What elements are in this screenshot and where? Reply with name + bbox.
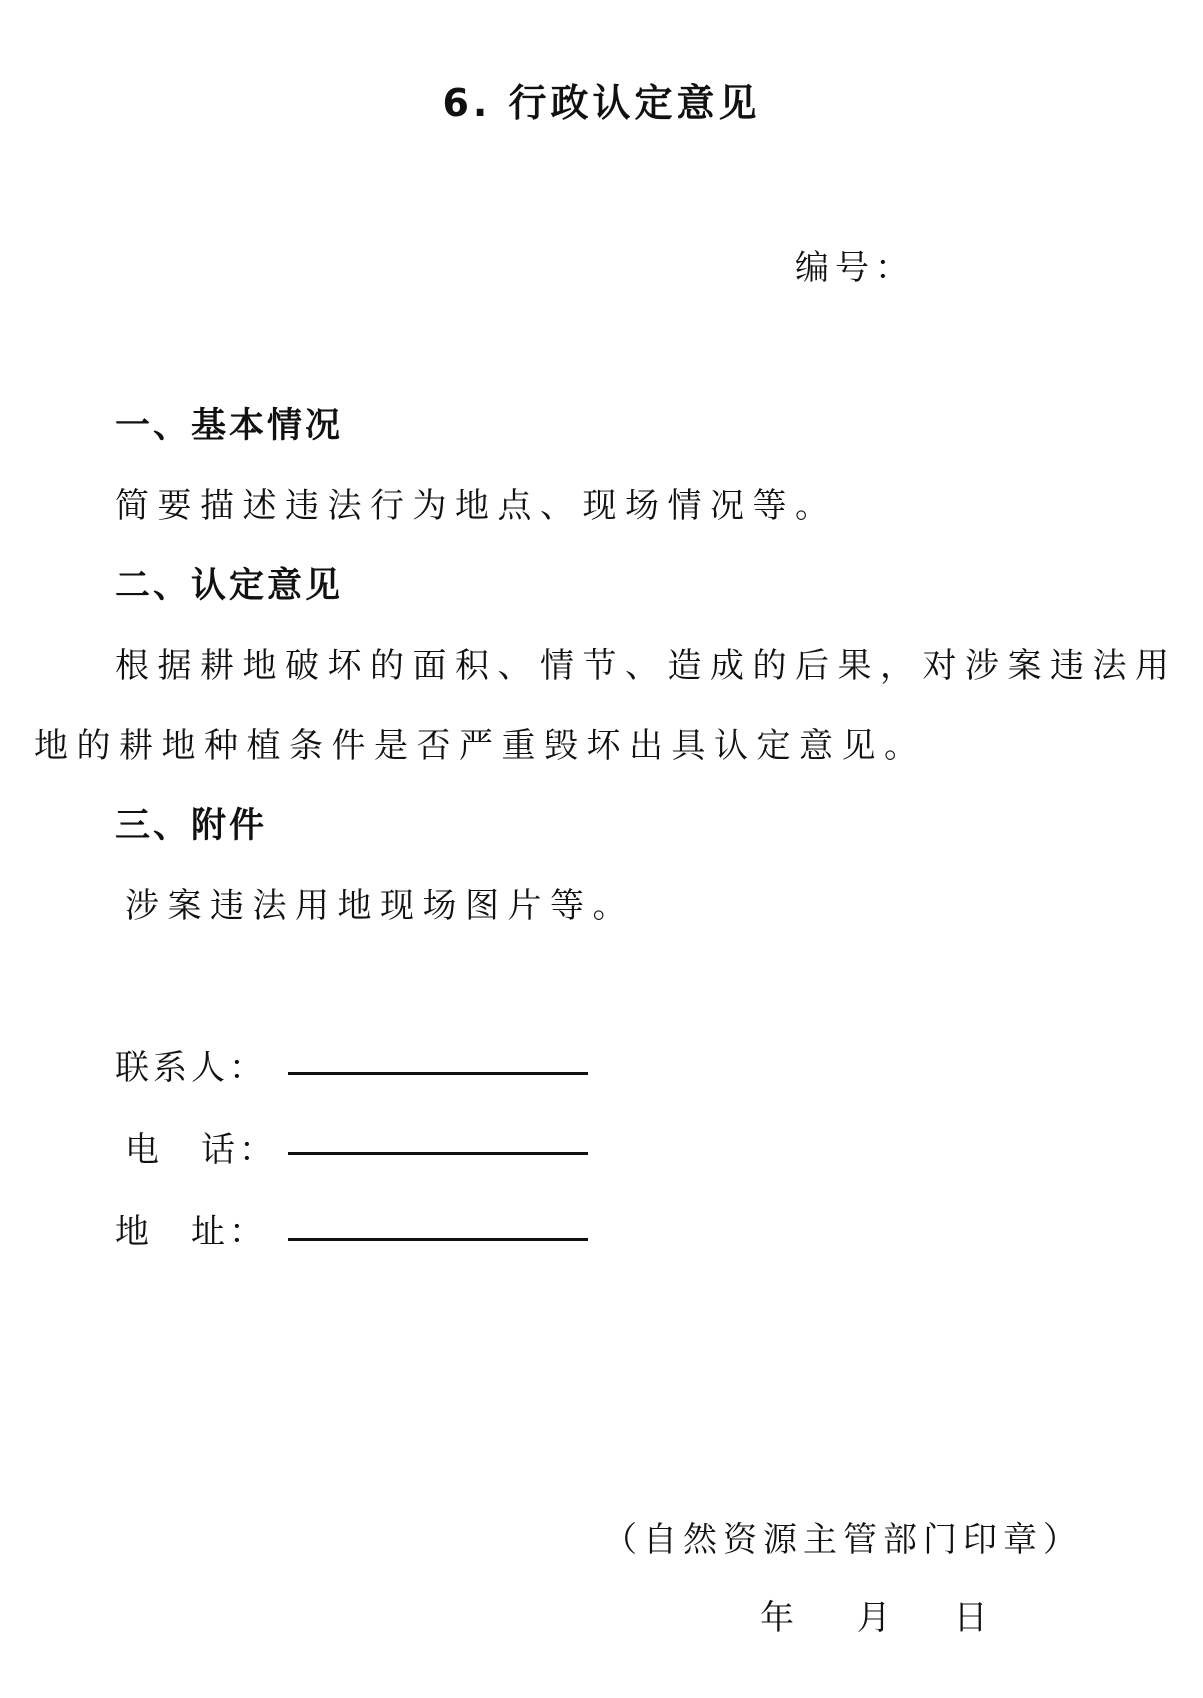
address-label: 地 址：: [115, 1212, 267, 1252]
document-title: 6. 行政认定意见: [442, 81, 761, 125]
contact-person-field[interactable]: [288, 1072, 588, 1075]
section-heading-attachments: 三、附件: [115, 806, 268, 846]
date-placeholder: 年 月 日: [760, 1598, 994, 1638]
section-body-opinion-line1: 根据耕地破坏的面积、情节、造成的后果，对涉案违法用: [115, 646, 1178, 686]
serial-number-label: 编号：: [795, 248, 915, 288]
section-heading-basic-info: 一、基本情况: [115, 406, 344, 446]
seal-placeholder: （自然资源主管部门印章）: [603, 1520, 1083, 1560]
section-body-attachments: 涉案违法用地现场图片等。: [125, 886, 635, 926]
section-heading-opinion: 二、认定意见: [115, 566, 344, 606]
phone-field[interactable]: [288, 1152, 588, 1155]
section-body-opinion-line2: 地的耕地种植条件是否严重毁坏出具认定意见。: [34, 726, 927, 766]
section-body-basic-info: 简要描述违法行为地点、现场情况等。: [115, 486, 838, 526]
contact-person-label: 联系人：: [115, 1048, 267, 1088]
phone-label: 电 话：: [125, 1130, 277, 1170]
address-field[interactable]: [288, 1238, 588, 1241]
